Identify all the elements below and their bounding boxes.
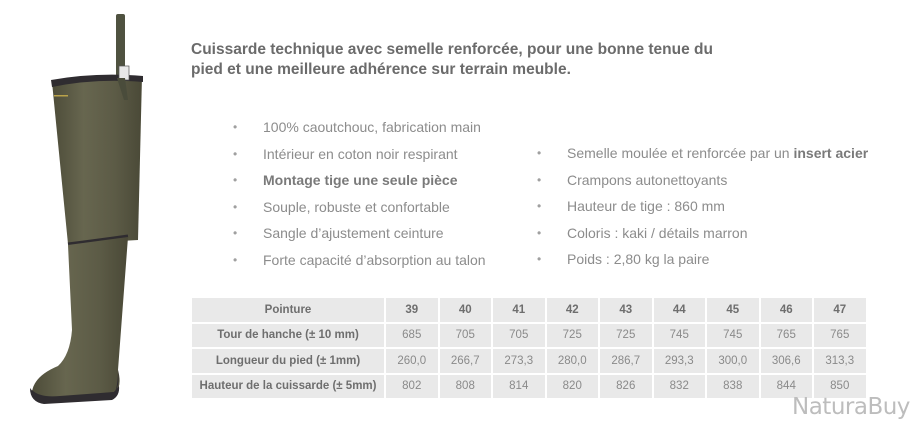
header-size: 39 <box>385 297 439 323</box>
feature-list-left <box>233 117 486 276</box>
feature-item: • Coloris : kaki / détails marron <box>537 224 748 241</box>
bullet-icon: • <box>233 146 238 161</box>
feature-item: • Montage tige une seule pièce <box>233 172 458 188</box>
row-label: Hauteur de la cuissarde (± 5mm) <box>191 374 385 400</box>
cell: 850 <box>813 374 867 400</box>
feature-item: • Sangle d’ajustement ceinture <box>233 225 444 241</box>
cell: 306,6 <box>760 348 814 374</box>
bullet-icon: • <box>537 225 542 240</box>
header-size: 47 <box>813 297 867 323</box>
feature-list-right <box>537 143 868 276</box>
table-row <box>191 348 867 374</box>
cell: 820 <box>546 374 600 400</box>
feature-item: • Hauteur de tige : 860 mm <box>537 198 725 214</box>
cell: 293,3 <box>653 348 707 374</box>
cell: 313,3 <box>813 348 867 374</box>
cell: 814 <box>492 374 546 400</box>
cell: 808 <box>439 374 493 400</box>
cell: 745 <box>653 323 707 349</box>
cell: 832 <box>653 374 707 400</box>
cell: 300,0 <box>706 348 760 374</box>
cell: 826 <box>599 374 653 400</box>
header-size: 41 <box>492 297 546 323</box>
cell: 685 <box>385 323 439 349</box>
header-size: 43 <box>599 297 653 323</box>
cell: 844 <box>760 374 814 400</box>
header-pointure: Pointure <box>191 297 385 323</box>
header-size: 45 <box>706 297 760 323</box>
feature-item: • Souple, robuste et confortable <box>233 198 450 215</box>
table-row <box>191 374 867 400</box>
bullet-icon: • <box>537 146 542 160</box>
header-size: 40 <box>439 297 493 323</box>
cell: 705 <box>439 323 493 349</box>
row-label: Tour de hanche (± 10 mm) <box>191 323 385 349</box>
bullet-icon: • <box>233 173 238 187</box>
bullet-icon: • <box>537 199 542 213</box>
bullet-icon: • <box>233 252 238 267</box>
bullet-icon: • <box>537 172 542 187</box>
feature-item: • Crampons autonettoyants <box>537 171 728 188</box>
header-size: 44 <box>653 297 707 323</box>
feature-item: • Intérieur en coton noir respirant <box>233 145 458 162</box>
cell: 802 <box>385 374 439 400</box>
bullet-icon: • <box>233 199 238 214</box>
cell: 725 <box>546 323 600 349</box>
feature-item: • Semelle moulée et renforcée par un insert acier <box>537 145 869 161</box>
cell: 273,3 <box>492 348 546 374</box>
cell: 280,0 <box>546 348 600 374</box>
bullet-icon: • <box>233 226 238 240</box>
naturabuy-watermark-logo: NaturaBuy <box>792 394 910 420</box>
table-row <box>191 323 867 349</box>
feature-item: • 100% caoutchouc, fabrication main <box>233 119 481 135</box>
product-intro: Cuissarde technique avec semelle renforcée, pour une bonne tenue du pied et une meilleure adhérence sur terrain meuble. <box>191 41 713 78</box>
bullet-icon: • <box>537 252 542 266</box>
cell: 266,7 <box>439 348 493 374</box>
cell: 286,7 <box>599 348 653 374</box>
feature-item: • Poids : 2,80 kg la paire <box>537 251 710 267</box>
cell: 745 <box>706 323 760 349</box>
size-table <box>190 296 868 400</box>
cell: 765 <box>760 323 814 349</box>
bullet-icon: • <box>233 120 238 134</box>
cell: 260,0 <box>385 348 439 374</box>
table-header-row <box>191 297 867 323</box>
cell: 838 <box>706 374 760 400</box>
cell: 765 <box>813 323 867 349</box>
row-label: Longueur du pied (± 1mm) <box>191 348 385 374</box>
cell: 705 <box>492 323 546 349</box>
product-image-wader-boot <box>0 0 180 435</box>
feature-item: • Forte capacité d’absorption au talon <box>233 251 486 268</box>
header-size: 46 <box>760 297 814 323</box>
header-size: 42 <box>546 297 600 323</box>
cell: 725 <box>599 323 653 349</box>
